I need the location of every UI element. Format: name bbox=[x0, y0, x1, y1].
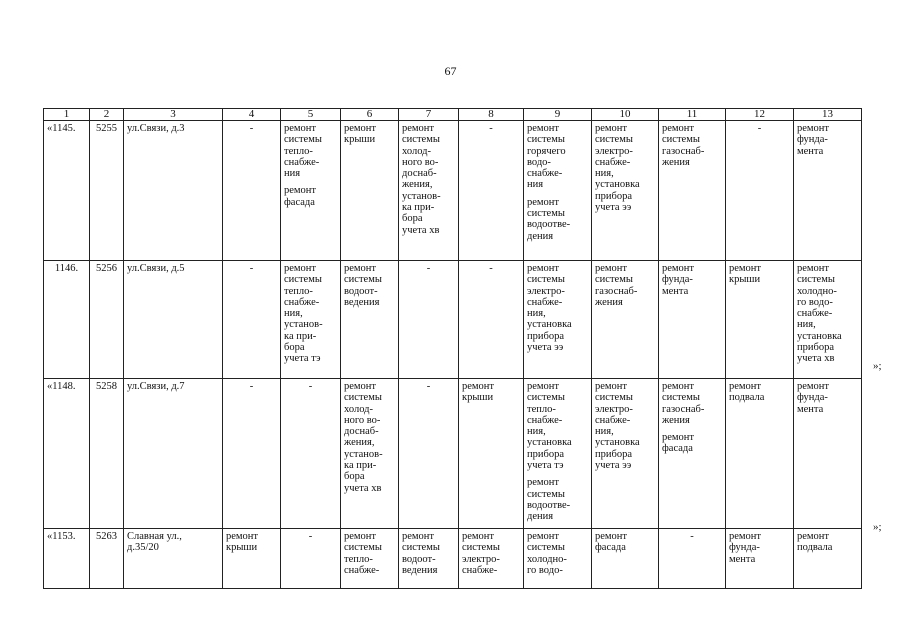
column-header: 5 bbox=[281, 109, 341, 121]
work-cell: ремонт фунда- мента bbox=[794, 379, 862, 529]
work-cell: - bbox=[399, 261, 459, 379]
building-id: 5255 bbox=[90, 121, 124, 261]
work-cell: ремонт системы холодно- го водо- снабже- ния, установка прибора учета хв bbox=[794, 261, 862, 379]
repair-schedule-table bbox=[43, 108, 862, 589]
work-cell: ремонт системы электро- снабже- bbox=[459, 529, 524, 589]
column-header: 2 bbox=[90, 109, 124, 121]
header-row bbox=[44, 109, 862, 121]
work-cell: ремонт крыши bbox=[223, 529, 281, 589]
work-cell: ремонт системы холод- ного во- доснаб- жения, установ- ка при- бора учета хв bbox=[399, 121, 459, 261]
table-row bbox=[44, 261, 862, 379]
column-header: 13 bbox=[794, 109, 862, 121]
column-header: 11 bbox=[659, 109, 726, 121]
work-cell: ремонт системы водоот- ведения bbox=[399, 529, 459, 589]
address-cell: Славная ул., д.35/20 bbox=[124, 529, 223, 589]
work-cell: ремонт крыши bbox=[726, 261, 794, 379]
row-closing-mark: »; bbox=[873, 521, 882, 533]
page-number: 67 bbox=[444, 64, 457, 78]
column-header: 1 bbox=[44, 109, 90, 121]
row-number: «1145. bbox=[44, 121, 90, 261]
work-cell: ремонт системы электро- снабже- ния, установка прибора учета ээ bbox=[592, 121, 659, 261]
row-closing-mark: »; bbox=[873, 360, 882, 372]
building-id: 5258 bbox=[90, 379, 124, 529]
work-cell: - bbox=[459, 261, 524, 379]
work-cell: - bbox=[281, 529, 341, 589]
work-cell: ремонт системы тепло- снабже- ния, установка прибора учета тэ ремонт системы водоотве- дения bbox=[524, 379, 592, 529]
address-cell: ул.Связи, д.3 bbox=[124, 121, 223, 261]
row-number: «1153. bbox=[44, 529, 90, 589]
column-header: 12 bbox=[726, 109, 794, 121]
work-cell: - bbox=[281, 379, 341, 529]
work-cell: ремонт фунда- мента bbox=[794, 121, 862, 261]
work-cell: ремонт системы горячего водо- снабже- ния ремонт системы водоотве- дения bbox=[524, 121, 592, 261]
work-cell: - bbox=[726, 121, 794, 261]
work-cell: - bbox=[659, 529, 726, 589]
work-cell: ремонт системы электро- снабже- ния, установка прибора учета ээ bbox=[524, 261, 592, 379]
work-cell: ремонт системы газоснаб- жения bbox=[659, 121, 726, 261]
work-cell: ремонт подвала bbox=[726, 379, 794, 529]
work-cell: ремонт системы тепло- снабже- ния, установ- ка при- бора учета тэ bbox=[281, 261, 341, 379]
address-cell: ул.Связи, д.7 bbox=[124, 379, 223, 529]
work-cell: ремонт фунда- мента bbox=[726, 529, 794, 589]
table-row bbox=[44, 529, 862, 589]
work-cell: ремонт фасада bbox=[592, 529, 659, 589]
work-cell: ремонт системы электро- снабже- ния, установка прибора учета ээ bbox=[592, 379, 659, 529]
column-header: 4 bbox=[223, 109, 281, 121]
work-cell: ремонт системы тепло- снабже- bbox=[341, 529, 399, 589]
building-id: 5256 bbox=[90, 261, 124, 379]
column-header: 8 bbox=[459, 109, 524, 121]
work-cell: - bbox=[399, 379, 459, 529]
work-cell: ремонт системы тепло- снабже- ния ремонт фасада bbox=[281, 121, 341, 261]
work-cell: - bbox=[223, 379, 281, 529]
work-cell: ремонт подвала bbox=[794, 529, 862, 589]
address-cell: ул.Связи, д.5 bbox=[124, 261, 223, 379]
table-row bbox=[44, 121, 862, 261]
column-header: 7 bbox=[399, 109, 459, 121]
row-number: «1148. bbox=[44, 379, 90, 529]
work-cell: ремонт системы газоснаб- жения bbox=[592, 261, 659, 379]
work-cell: ремонт крыши bbox=[459, 379, 524, 529]
row-number: 1146. bbox=[44, 261, 90, 379]
column-header: 9 bbox=[524, 109, 592, 121]
work-cell: ремонт крыши bbox=[341, 121, 399, 261]
work-cell: ремонт системы холод- ного во- доснаб- жения, установ- ка при- бора учета хв bbox=[341, 379, 399, 529]
work-cell: ремонт системы водоот- ведения bbox=[341, 261, 399, 379]
work-cell: - bbox=[223, 261, 281, 379]
work-cell: - bbox=[459, 121, 524, 261]
building-id: 5263 bbox=[90, 529, 124, 589]
table-row bbox=[44, 379, 862, 529]
work-cell: ремонт фунда- мента bbox=[659, 261, 726, 379]
column-header: 6 bbox=[341, 109, 399, 121]
work-cell: ремонт системы газоснаб- жения ремонт фасада bbox=[659, 379, 726, 529]
work-cell: ремонт системы холодно- го водо- bbox=[524, 529, 592, 589]
column-header: 3 bbox=[124, 109, 223, 121]
work-cell: - bbox=[223, 121, 281, 261]
column-header: 10 bbox=[592, 109, 659, 121]
